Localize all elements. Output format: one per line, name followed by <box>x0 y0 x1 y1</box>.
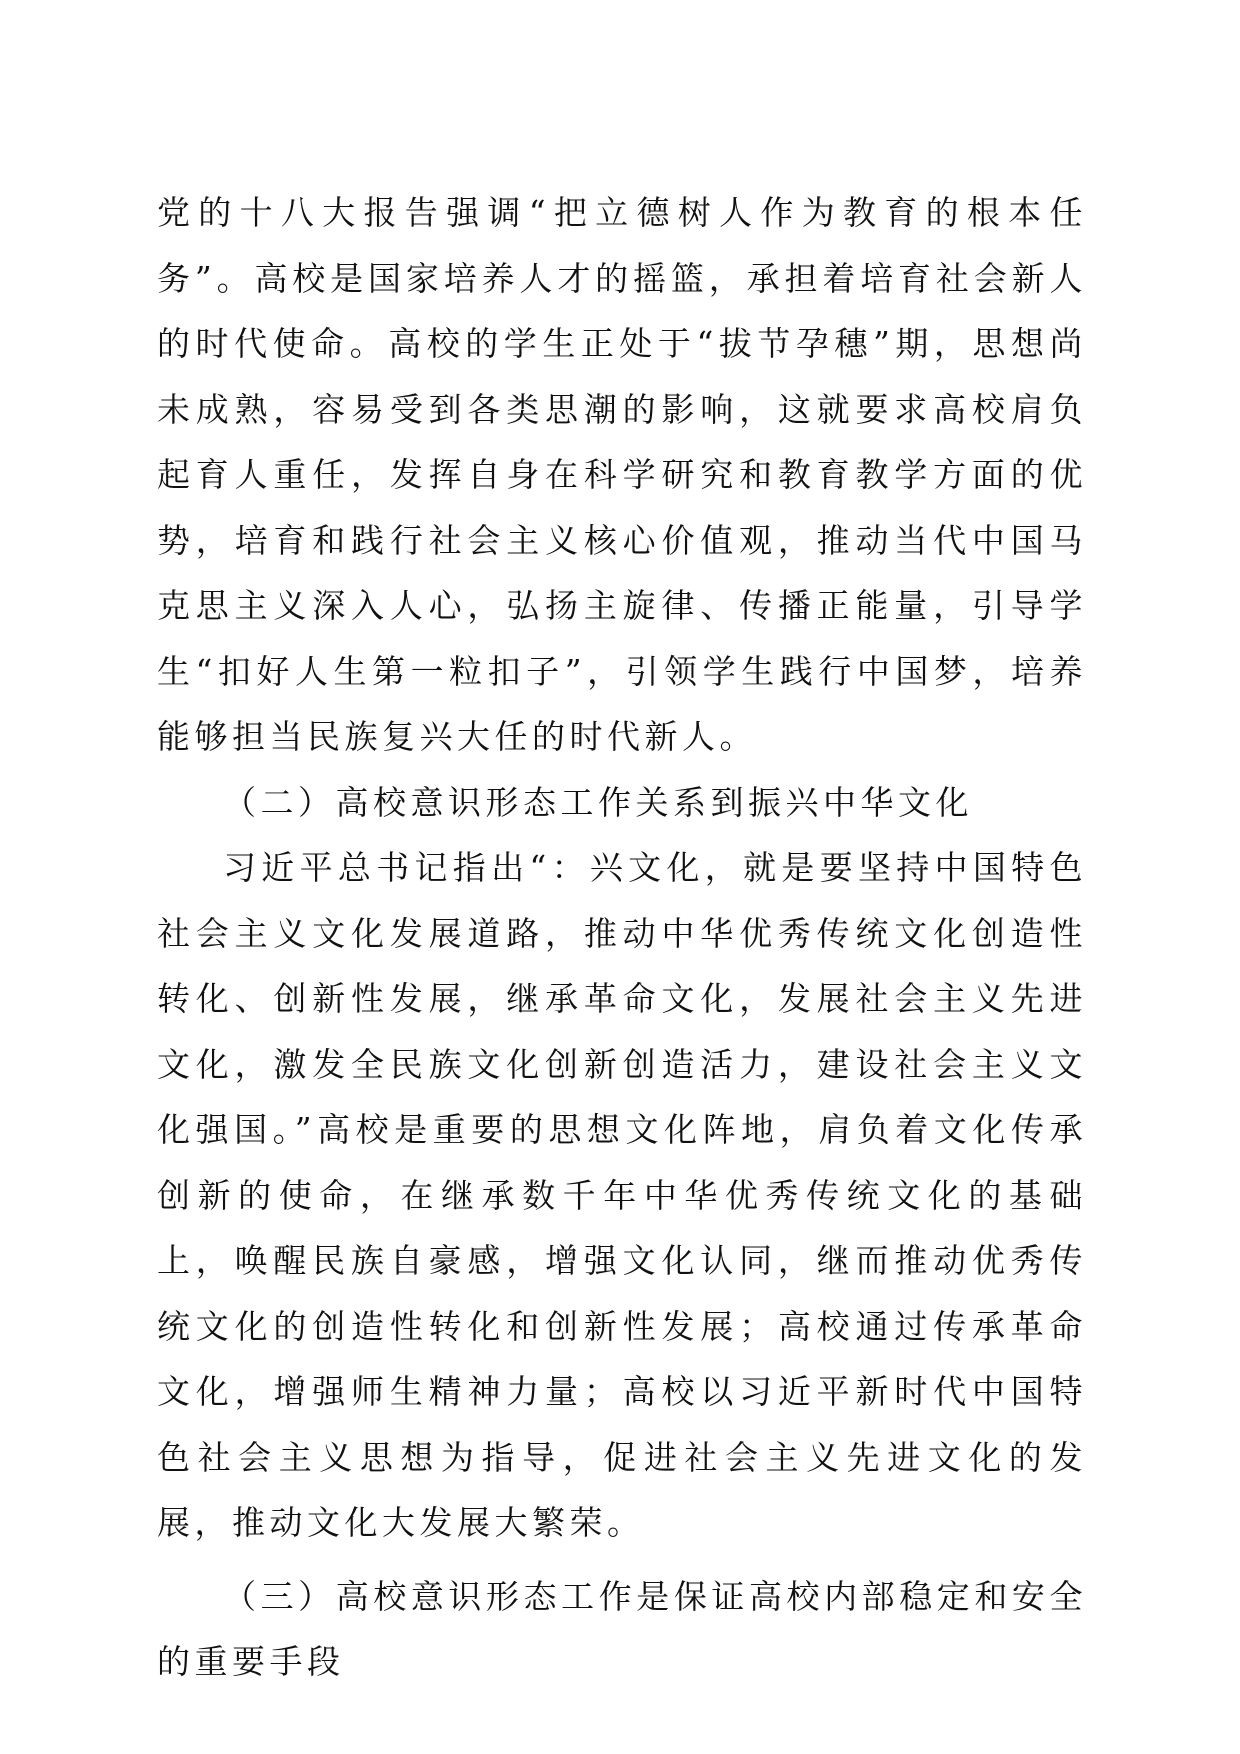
paragraph-revitalize-culture: 习近平总书记指出“：兴文化，就是要坚持中国特色社会主义文化发展道路，推动中华优秀传统文化创造性转化、创新性发展，继承革命文化，发展社会主义先进文化，激发全民族文化创新创造活力，建设社会主义文化强国。”高校是重要的思想文化阵地，肩负着文化传承创新的使命，在继承数千年中华优秀传统文化的基础上，唤醒民族自豪感，增强文化认同，继而推动优秀传统文化的创造性转化和创新性发展；高校通过传承革命文化，增强师生精神力量；高校以习近平新时代中国特色社会主义思想为指导，促进社会主义先进文化的发展，推动文化大发展大繁荣。 <box>157 848 1087 1542</box>
paragraph-role-of-universities: 党的十八大报告强调“把立德树人作为教育的根本任务”。高校是国家培养人才的摇篮，承担着培育社会新人的时代使命。高校的学生正处于“拔节孕穗”期，思想尚未成熟，容易受到各类思潮的影响，这就要求高校肩负起育人重任，发挥自身在科学研究和教育教学方面的优势，培育和践行社会主义核心价值观，推动当代中国马克思主义深入人心，弘扬主旋律、传播正能量，引导学生“扣好人生第一粒扣子”，引领学生践行中国梦，培养能够担当民族复兴大任的时代新人。 <box>157 193 1087 756</box>
section-heading-chinese-culture: （二）高校意识形态工作关系到振兴中华文化 <box>223 782 973 822</box>
document-body <box>157 180 1087 1695</box>
section-heading-stability-security: （三）高校意识形态工作是保证高校内部稳定和安全的重要手段 <box>157 1576 1087 1681</box>
